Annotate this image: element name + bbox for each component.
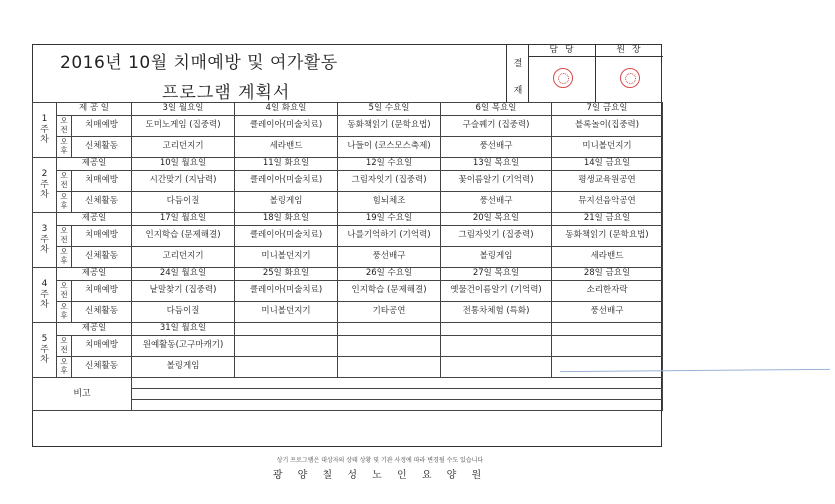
activity-cell	[338, 357, 441, 378]
approval-box	[506, 44, 662, 102]
activity-cell: 구슬꿰기 (집중력)	[441, 116, 552, 137]
pm-row	[33, 247, 663, 268]
footer-note: 상기 프로그램은 대상자의 상태 상황 및 기관 사정에 따라 변경될 수도 있습니다	[276, 457, 484, 464]
activity-cell: 미니볼던지기	[235, 247, 338, 268]
pm-label: 오 후	[57, 247, 72, 268]
day-header: 27일 목요일	[441, 268, 552, 281]
category-physical: 신체활동	[72, 247, 132, 268]
document-title: 2016년 10월 치매예방 및 여가활동	[60, 53, 338, 73]
activity-cell	[441, 357, 552, 378]
day-header: 7일 금요일	[552, 103, 663, 116]
category-prevention: 치매예방	[72, 171, 132, 192]
activity-cell: 다듬이질	[132, 302, 235, 323]
activity-cell: 시간맞기 (지남력)	[132, 171, 235, 192]
am-label: 오 전	[57, 336, 72, 357]
week-day-row	[33, 268, 663, 281]
activity-cell: 클레이아(미술치료)	[235, 226, 338, 247]
activity-cell: 미니볼던지기	[235, 302, 338, 323]
activity-cell: 나들이 (코스모스축제)	[338, 137, 441, 158]
activity-cell: 고리던지기	[132, 247, 235, 268]
activity-cell: 그림자잇기 (집중력)	[441, 226, 552, 247]
day-header: 31일 월요일	[132, 323, 235, 336]
day-header: 26일 수요일	[338, 268, 441, 281]
activity-cell: 풍선배구	[441, 137, 552, 158]
day-header: 11일 화요일	[235, 158, 338, 171]
program-day-label: 제공일	[57, 158, 132, 171]
activity-cell	[552, 336, 663, 357]
activity-cell	[441, 336, 552, 357]
category-physical: 신체활동	[72, 137, 132, 158]
activity-cell: 풍선배구	[552, 302, 663, 323]
pm-row	[33, 357, 663, 378]
activity-cell: 인지학습 (문제해결)	[338, 281, 441, 302]
activity-cell: 고리던지기	[132, 137, 235, 158]
approval-col-director: 원 장	[595, 44, 663, 102]
am-label: 오 전	[57, 171, 72, 192]
am-row	[33, 336, 663, 357]
category-physical: 신체활동	[72, 192, 132, 213]
day-header	[338, 323, 441, 336]
activity-cell: 뮤지션음악공연	[552, 192, 663, 213]
category-prevention: 치매예방	[72, 281, 132, 302]
am-label: 오 전	[57, 226, 72, 247]
organization-name: 광 양 칠 성 노 인 요 양 원	[272, 470, 488, 481]
activity-cell: 다듬이질	[132, 192, 235, 213]
day-header: 4일 화요일	[235, 103, 338, 116]
activity-cell: 풍선배구	[338, 247, 441, 268]
pm-row	[33, 192, 663, 213]
day-header: 14일 금요일	[552, 158, 663, 171]
am-label: 오 전	[57, 116, 72, 137]
remarks-cell	[132, 389, 663, 400]
day-header: 24일 월요일	[132, 268, 235, 281]
day-header: 18일 화요일	[235, 213, 338, 226]
pm-row	[33, 302, 663, 323]
activity-cell	[552, 357, 663, 378]
activity-cell: 그림자잇기 (집중력)	[338, 171, 441, 192]
day-header: 6일 목요일	[441, 103, 552, 116]
activity-cell: 힘뇌체조	[338, 192, 441, 213]
pm-label: 오 후	[57, 192, 72, 213]
activity-cell: 볼링게임	[235, 192, 338, 213]
activity-cell: 볼링게임	[441, 247, 552, 268]
week-label: 5 주 차	[33, 323, 57, 378]
week-label: 2 주 차	[33, 158, 57, 213]
activity-cell: 클레이아(미술치료)	[235, 171, 338, 192]
activity-cell: 기타공연	[338, 302, 441, 323]
week-day-row	[33, 158, 663, 171]
am-label: 오 전	[57, 281, 72, 302]
document-subtitle: 프로그램 계획서	[162, 83, 291, 103]
week-label: 4 주 차	[33, 268, 57, 323]
program-day-label: 제공일	[57, 323, 132, 336]
activity-cell: 미니볼던지기	[552, 137, 663, 158]
day-header	[235, 323, 338, 336]
day-header: 5일 수요일	[338, 103, 441, 116]
day-header: 19일 수요일	[338, 213, 441, 226]
day-header: 21일 금요일	[552, 213, 663, 226]
am-row	[33, 226, 663, 247]
remarks-label: 비고	[33, 378, 132, 411]
program-day-label: 제 공 일	[57, 103, 132, 116]
day-header: 13일 목요일	[441, 158, 552, 171]
activity-cell: 세라밴드	[235, 137, 338, 158]
am-row	[33, 281, 663, 302]
category-physical: 신체활동	[72, 357, 132, 378]
remarks-cell	[132, 378, 663, 389]
week-day-row	[33, 213, 663, 226]
seal-stamp-icon	[553, 68, 573, 88]
activity-cell: 전통차체험 (특화)	[441, 302, 552, 323]
activity-cell: 세라밴드	[552, 247, 663, 268]
activity-cell: 볼링게임	[132, 357, 235, 378]
activity-cell: 평생교육원공연	[552, 171, 663, 192]
category-prevention: 치매예방	[72, 336, 132, 357]
day-header	[552, 323, 663, 336]
week-label: 3 주 차	[33, 213, 57, 268]
day-header: 17일 월요일	[132, 213, 235, 226]
activity-cell: 풍선배구	[441, 192, 552, 213]
activity-cell: 클레이아(미술치료)	[235, 281, 338, 302]
pm-label: 오 후	[57, 357, 72, 378]
activity-cell: 클레이아(미술치료)	[235, 116, 338, 137]
activity-cell: 동화책읽기 (문학요법)	[552, 226, 663, 247]
seal-stamp-icon	[620, 68, 640, 88]
activity-cell: 꽃이름알기 (기억력)	[441, 171, 552, 192]
pm-label: 오 후	[57, 302, 72, 323]
activity-cell: 동화책읽기 (문학요법)	[338, 116, 441, 137]
remarks-row	[33, 378, 663, 389]
approval-label: 결 재	[506, 44, 529, 102]
day-header: 10일 월요일	[132, 158, 235, 171]
activity-cell: 인지학습 (문제해결)	[132, 226, 235, 247]
activity-cell: 블록놀이(집중력)	[552, 116, 663, 137]
category-physical: 신체활동	[72, 302, 132, 323]
activity-cell	[235, 336, 338, 357]
week-day-row	[33, 323, 663, 336]
approval-col-manager: 담 당	[528, 44, 596, 102]
day-header: 12일 수요일	[338, 158, 441, 171]
day-header: 20일 목요일	[441, 213, 552, 226]
activity-cell: 낱말찾기 (집중력)	[132, 281, 235, 302]
activity-cell	[235, 357, 338, 378]
am-row	[33, 116, 663, 137]
category-prevention: 치매예방	[72, 226, 132, 247]
pm-label: 오 후	[57, 137, 72, 158]
am-row	[33, 171, 663, 192]
week-label: 1 주 차	[33, 103, 57, 158]
day-header	[441, 323, 552, 336]
activity-cell: 옛물건이름알기 (기억력)	[441, 281, 552, 302]
week-day-row	[33, 103, 663, 116]
day-header: 25일 화요일	[235, 268, 338, 281]
program-day-label: 제공일	[57, 268, 132, 281]
remarks-cell	[132, 400, 663, 411]
activity-cell: 원예활동(고구마캐기)	[132, 336, 235, 357]
day-header: 28일 금요일	[552, 268, 663, 281]
pm-row	[33, 137, 663, 158]
activity-cell: 소리한자락	[552, 281, 663, 302]
program-day-label: 제공일	[57, 213, 132, 226]
activity-cell: 도미노게임 (집중력)	[132, 116, 235, 137]
schedule-table	[32, 102, 663, 411]
activity-cell	[338, 336, 441, 357]
category-prevention: 치매예방	[72, 116, 132, 137]
activity-cell: 나를기억하기 (기억력)	[338, 226, 441, 247]
day-header: 3일 월요일	[132, 103, 235, 116]
